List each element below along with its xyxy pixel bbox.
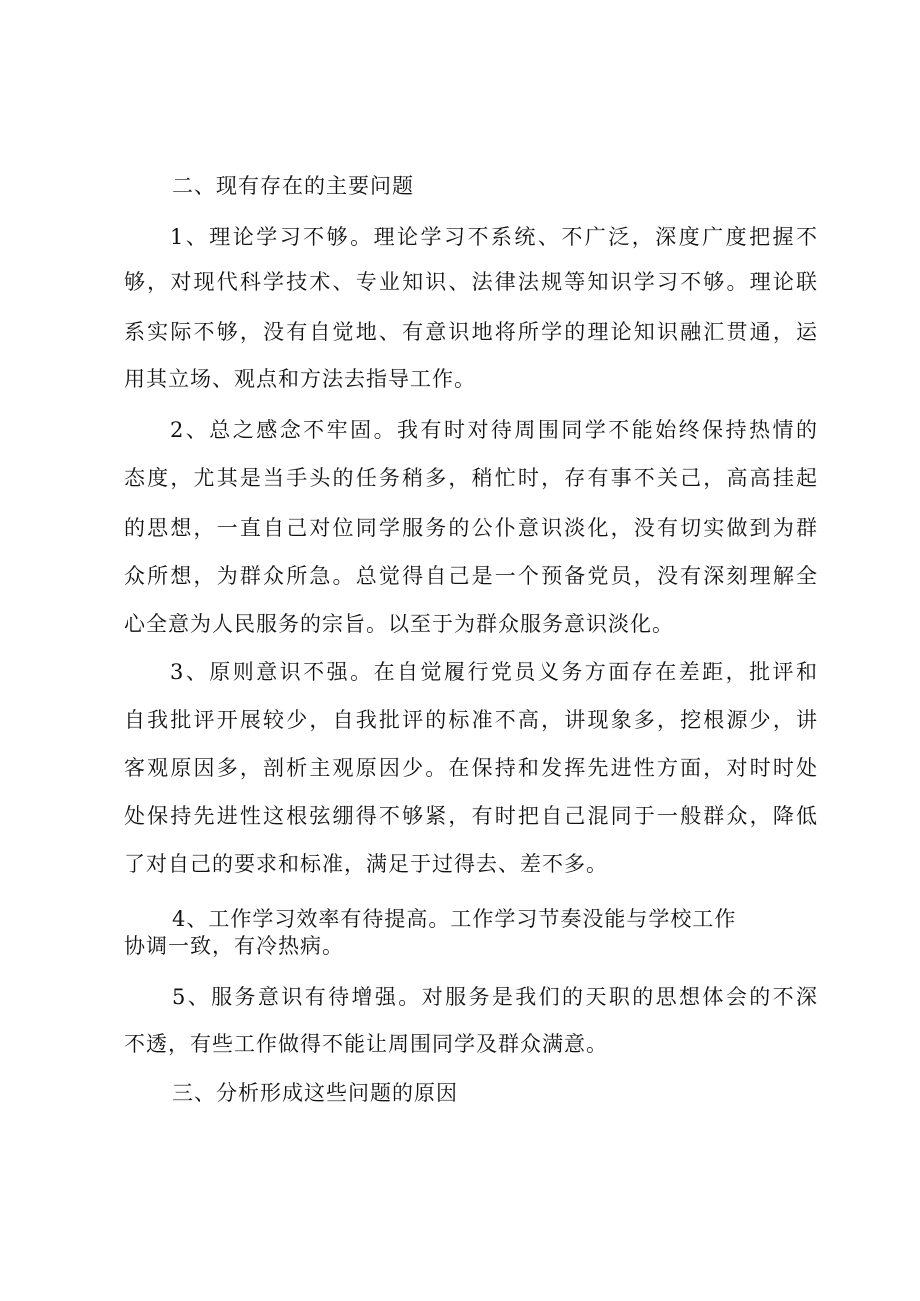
item1-line3: 系实际不够，没有自觉地、有意识地将所学的理论知识融汇贯通，运 <box>124 320 817 344</box>
item3-line1: 3、原则意识不强。在自觉履行党员义务方面存在差距，批评和 <box>170 660 817 684</box>
item4-line2: 协调一致，有冷热病。 <box>124 934 344 958</box>
item2-line2: 态度，尤其是当手头的任务稍多，稍忙时，存有事不关己，高高挂起 <box>124 466 817 490</box>
item5-line2: 不透，有些工作做得不能让周围同学及群众满意。 <box>124 1032 608 1056</box>
item3-line3: 客观原因多，剖析主观原因少。在保持和发挥先进性方面，对时时处 <box>124 756 817 780</box>
item3-line4: 处保持先进性这根弦绷得不够紧，有时把自己混同于一般群众，降低 <box>124 804 817 828</box>
section-three-heading: 三、分析形成这些问题的原因 <box>172 1081 458 1105</box>
item2-line4: 众所想，为群众所急。总觉得自己是一个预备党员，没有深刻理解全 <box>124 564 817 588</box>
item2-line1: 2、总之感念不牢固。我有时对待周围同学不能始终保持热情的 <box>170 418 817 442</box>
item1-line4: 用其立场、观点和方法去指导工作。 <box>124 367 476 391</box>
item3-line5: 了对自己的要求和标准，满足于过得去、差不多。 <box>124 852 608 876</box>
item1-line1: 1、理论学习不够。理论学习不系统、不广泛，深度广度把握不 <box>170 225 817 249</box>
item3-line2: 自我批评开展较少，自我批评的标准不高，讲现象多，挖根源少，讲 <box>124 708 817 732</box>
item4-line1: 4、工作学习效率有待提高。工作学习节奏没能与学校工作 <box>172 907 737 931</box>
item1-line2: 够，对现代科学技术、专业知识、法律法规等知识学习不够。理论联 <box>124 270 817 294</box>
item2-line5: 心全意为人民服务的宗旨。以至于为群众服务意识淡化。 <box>124 612 674 636</box>
section-two-heading: 二、现有存在的主要问题 <box>172 174 414 198</box>
item5-line1: 5、服务意识有待增强。对服务是我们的天职的思想体会的不深 <box>172 985 817 1009</box>
item2-line3: 的思想，一直自己对位同学服务的公仆意识淡化，没有切实做到为群 <box>124 516 817 540</box>
